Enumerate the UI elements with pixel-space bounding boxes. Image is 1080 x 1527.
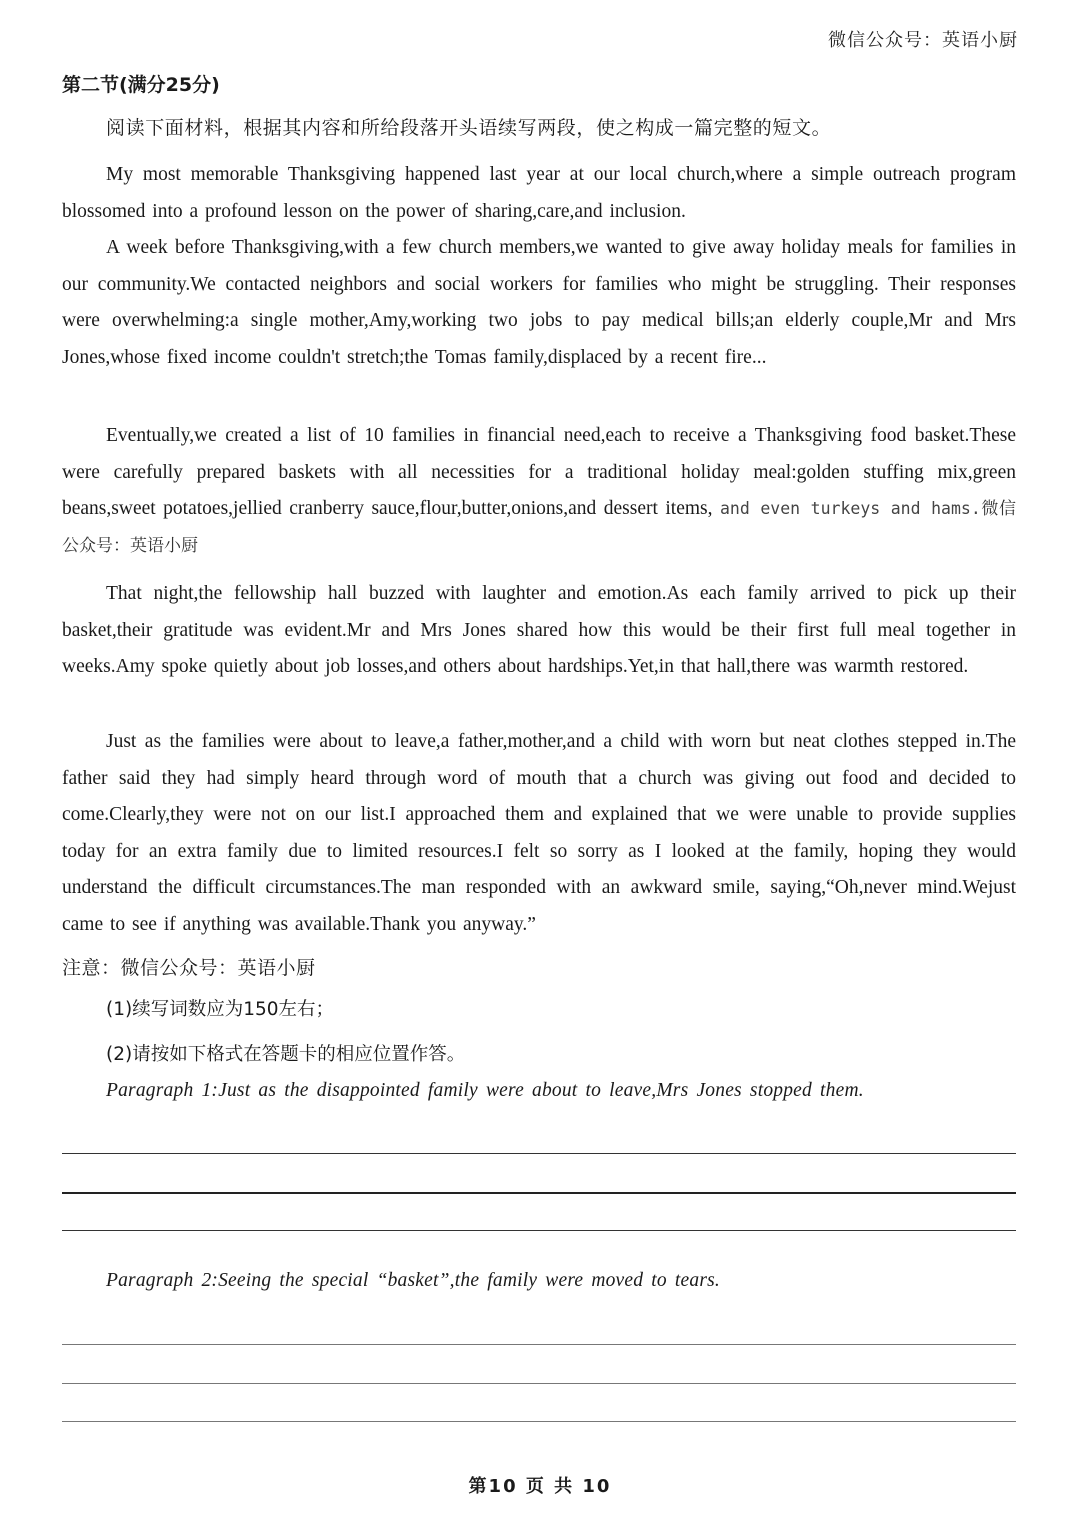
- answer-line[interactable]: [62, 1421, 1016, 1422]
- passage-paragraph-5: Just as the families were about to leave,a father,mother,and a child with worn but neat clothes stepped in.The father said they had simply heard through word of mouth that a church was giving out food and decided to come.Clearly,they were not on our list.I approached them and explained that we were unable to provide supplies today for an extra family due to limited resources.I felt so sorry as I looked at the family, hoping they would understand the difficult circumstances.The man responded with an awkward smile, saying,“Oh,never mind.Wejust came to see if anything was available.Thank you anyway.”: [62, 731, 1016, 935]
- passage-paragraph-2: A week before Thanksgiving,with a few church members,we wanted to give away holiday meals for families in our community.We contacted neighbors and social workers for families who might be struggling. Their responses were overwhelming:a single mother,Amy,working two jobs to pay medical bills;an elderly couple,Mr and Mrs Jones,whose fixed income couldn't stretch;the Tomas family,displaced by a recent fire...: [62, 237, 1016, 368]
- answer-line[interactable]: [62, 1153, 1016, 1154]
- section-title: 第二节(满分25分): [62, 74, 220, 96]
- passage-paragraph-1: My most memorable Thanksgiving happened last year at our local church,where a simple outreach program blossomed into a profound lesson on the power of sharing,care,and inclusion.: [62, 164, 1016, 222]
- note-item-word-count: (1)续写词数应为150左右；: [106, 999, 335, 1020]
- header-source-note: 微信公众号：英语小厨: [828, 30, 1018, 51]
- paragraph-1-prompt: Paragraph 1:Just as the disappointed family were about to leave,Mrs Jones stopped them.: [106, 1080, 864, 1101]
- answer-line[interactable]: [62, 1230, 1016, 1231]
- passage-paragraph-4: That night,the fellowship hall buzzed with laughter and emotion.As each family arrived to pick up their basket,their gratitude was evident.Mr and Mrs Jones shared how this would be their first full meal together in weeks.Amy spoke quietly about job losses,and others about hardships.Yet,in that hall,there was warmth restored.: [62, 583, 1016, 677]
- passage-paragraph-3-tail: and even turkeys and hams.: [720, 499, 981, 518]
- paragraph-2-prompt: Paragraph 2:Seeing the special “basket”,the family were moved to tears.: [106, 1270, 721, 1291]
- notes-title: 注意：微信公众号：英语小厨: [62, 957, 316, 979]
- passage-paragraph-3-body: Eventually,we created a list of 10 families in financial need,each to receive a Thanksgiving food basket.These were carefully prepared baskets with all necessities for a traditional holiday meal:golden stuffing mix,green beans,sweet potatoes,jellied cranberry sauce,flour,butter,onions,and dessert items,: [62, 425, 1016, 519]
- page-footer: 第10 页 共 10: [468, 1476, 612, 1497]
- answer-line[interactable]: [62, 1383, 1016, 1384]
- answer-line[interactable]: [62, 1192, 1016, 1194]
- answer-line[interactable]: [62, 1344, 1016, 1345]
- passage-watermark-note: 微信公众号：英语小厨: [62, 499, 1017, 556]
- passage-paragraph-3: [62, 418, 1016, 564]
- note-item-format: (2)请按如下格式在答题卡的相应位置作答。: [106, 1044, 466, 1065]
- section-instruction: 阅读下面材料，根据其内容和所给段落开头语续写两段，使之构成一篇完整的短文。: [106, 117, 832, 139]
